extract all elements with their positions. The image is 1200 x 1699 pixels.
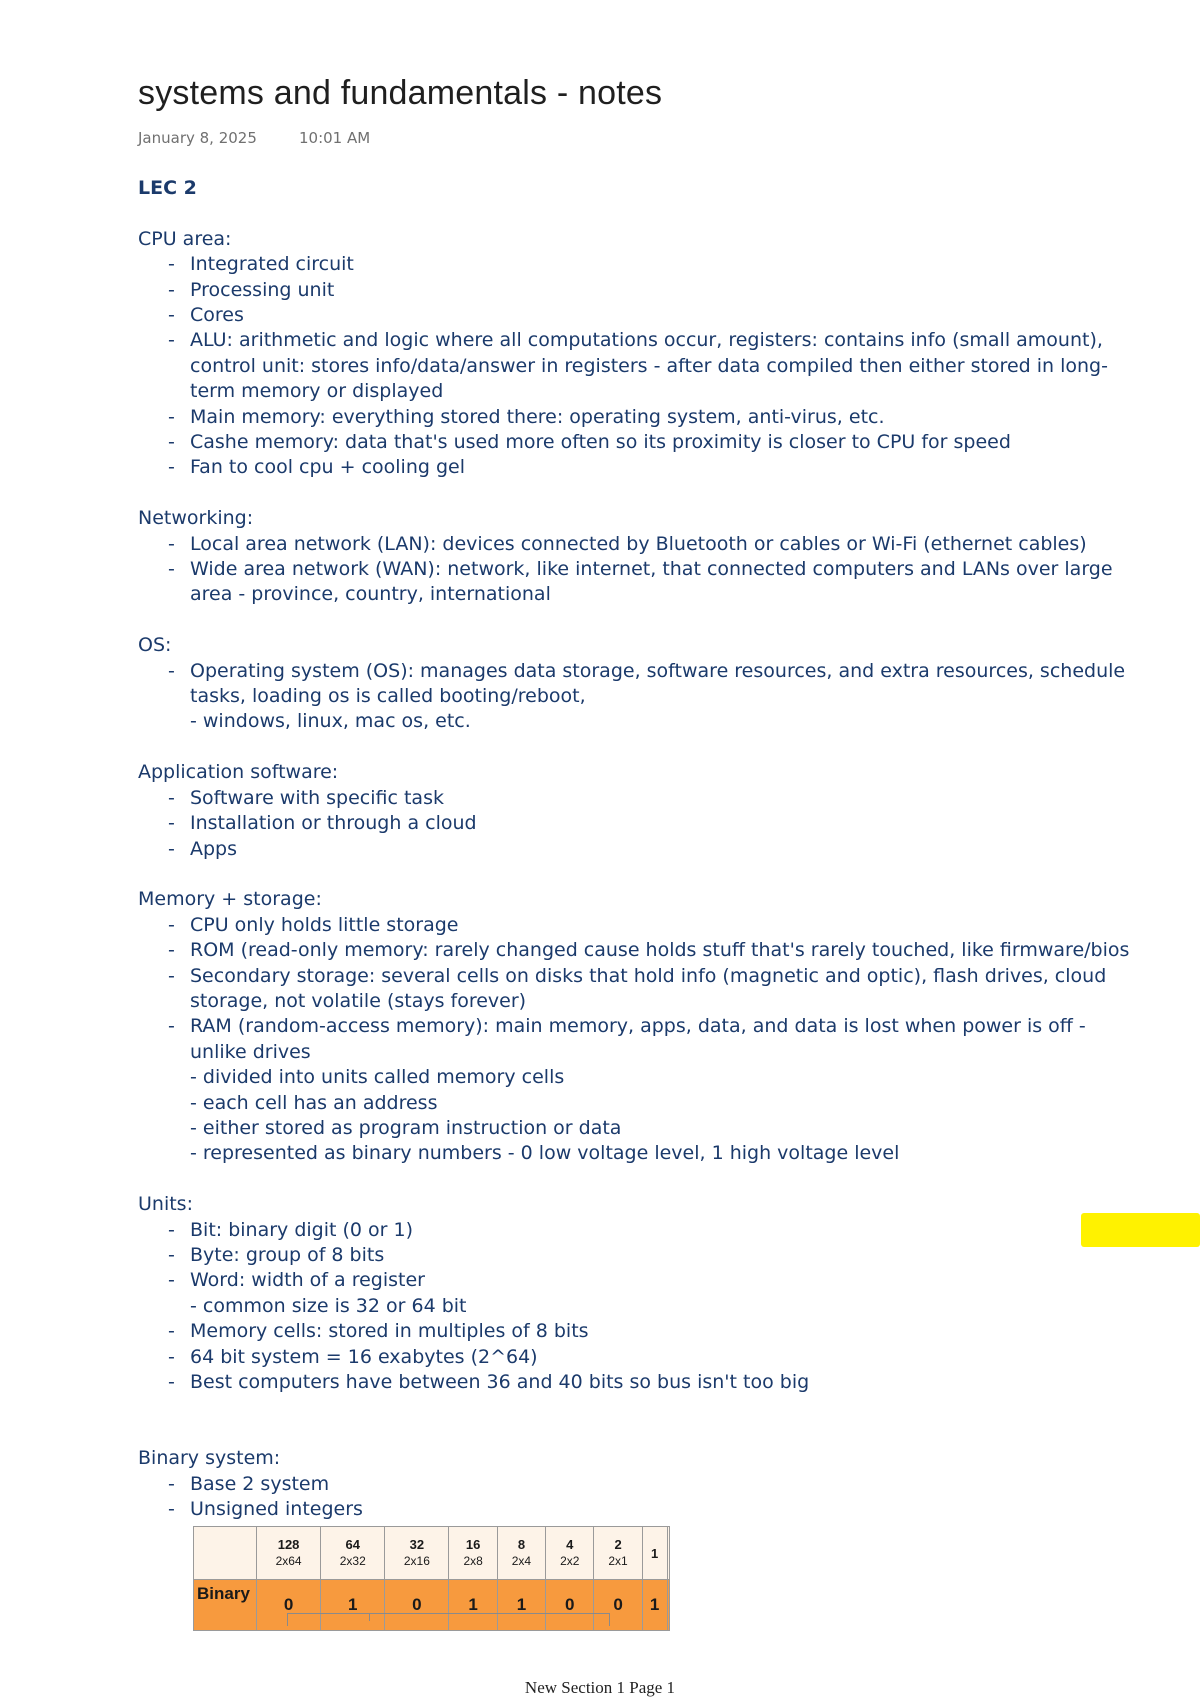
- page-footer: New Section 1 Page 1: [524, 1678, 676, 1697]
- bit-cell: 1: [321, 1580, 385, 1631]
- sub-item: - each cell has an address: [190, 1091, 438, 1114]
- list-item: [138, 1268, 1148, 1319]
- spacer: [138, 1421, 1148, 1446]
- list-item: - Fan to cool cpu + cooling gel: [138, 455, 1148, 480]
- list-item: - Installation or through a cloud: [138, 811, 1148, 836]
- sub-item: - divided into units called memory cells: [190, 1066, 565, 1089]
- list-item: - Apps: [138, 837, 1148, 862]
- list-item-text: Operating system (OS): manages data storage, software resources, and extra resources, schedule tasks, loading os is called booting/reboot,: [190, 659, 1126, 708]
- list-item: - Byte: group of 8 bits: [138, 1243, 1148, 1268]
- section-heading: Networking:: [138, 507, 254, 530]
- list-item: - Software with specific task: [138, 786, 1148, 811]
- notes-body: [138, 176, 1148, 1548]
- bit-cell: 0: [257, 1580, 321, 1631]
- bit-cell: 0: [546, 1580, 594, 1631]
- table-corner-cell: [194, 1527, 257, 1580]
- list-item: - Processing unit: [138, 278, 1148, 303]
- list-item: [138, 1014, 1148, 1166]
- table-cell: 2 2x1: [594, 1527, 642, 1580]
- section-heading: Binary system:: [138, 1447, 281, 1470]
- section-os: [138, 633, 1148, 735]
- sub-item: - represented as binary numbers - 0 low voltage level, 1 high voltage level: [190, 1142, 900, 1165]
- section-heading: Units:: [138, 1193, 193, 1216]
- list-item: - Main memory: everything stored there: operating system, anti-virus, etc.: [138, 405, 1148, 430]
- list-item: - Unsigned integers: [138, 1497, 1148, 1522]
- table-cell: 1: [642, 1527, 667, 1580]
- row-label: Binary: [194, 1580, 257, 1631]
- table-cell: 64 2x32: [321, 1527, 385, 1580]
- list-item-text: Word: width of a register: [190, 1269, 425, 1292]
- list-item: - CPU only holds little storage: [138, 913, 1148, 938]
- section-cpu: [138, 227, 1148, 481]
- table-cell: 8 2x4: [497, 1527, 545, 1580]
- lecture-heading: LEC 2: [138, 177, 197, 199]
- section-binary: [138, 1446, 1148, 1522]
- table-cell: 32 2x16: [385, 1527, 449, 1580]
- section-networking: [138, 506, 1148, 608]
- section-heading: Memory + storage:: [138, 888, 322, 911]
- table-cell: [667, 1527, 669, 1580]
- list-item-text: RAM (random-access memory): main memory, apps, data, and data is lost when power is off - unlike drives: [190, 1015, 1086, 1063]
- table-brace: [287, 1613, 610, 1626]
- list-item: - Local area network (LAN): devices connected by Bluetooth or cables or Wi-Fi (ethernet cables): [138, 532, 1148, 557]
- section-units: [138, 1192, 1148, 1395]
- list-item: - Base 2 system: [138, 1472, 1148, 1497]
- table-row: [194, 1527, 670, 1580]
- section-heading: OS:: [138, 634, 172, 657]
- bit-cell: 1: [642, 1580, 667, 1631]
- bit-cell: 0: [385, 1580, 449, 1631]
- list-item: - Memory cells: stored in multiples of 8 bits: [138, 1319, 1148, 1344]
- table-cell: 128 2x64: [257, 1527, 321, 1580]
- page-title: systems and fundamentals - notes: [138, 74, 663, 112]
- sub-item: - either stored as program instruction or data: [190, 1116, 622, 1139]
- bit-cell: 1: [449, 1580, 497, 1631]
- list-item: - Cashe memory: data that's used more often so its proximity is closer to CPU for speed: [138, 430, 1148, 455]
- list-item: - Bit: binary digit (0 or 1): [138, 1218, 1148, 1243]
- list-item: - ALU: arithmetic and logic where all computations occur, registers: contains info (small amount), control unit: stores info/data/answer in registers - after data compiled then either stored in long-term memory or displayed: [138, 328, 1148, 404]
- list-item: - Integrated circuit: [138, 252, 1148, 277]
- list-item: - Best computers have between 36 and 40 bits so bus isn't too big: [138, 1370, 1148, 1395]
- sub-item: - common size is 32 or 64 bit: [190, 1294, 467, 1317]
- section-heading: Application software:: [138, 761, 339, 784]
- list-item: - Cores: [138, 303, 1148, 328]
- bit-cell: 1: [497, 1580, 545, 1631]
- list-item: - 64 bit system = 16 exabytes (2^64): [138, 1345, 1148, 1370]
- sub-item: - windows, linux, mac os, etc.: [190, 710, 471, 733]
- section-apps: [138, 760, 1148, 862]
- table-cell: 4 2x2: [546, 1527, 594, 1580]
- list-item: - ROM (read-only memory: rarely changed cause holds stuff that's rarely touched, like firmware/bios: [138, 938, 1148, 963]
- highlight-mark: [1081, 1213, 1200, 1247]
- note-time: 10:01 AM: [299, 129, 371, 147]
- list-item: [138, 659, 1148, 735]
- bit-cell: [667, 1580, 669, 1631]
- table-brace-tick: [369, 1613, 370, 1621]
- section-memory: [138, 887, 1148, 1166]
- list-item: - Secondary storage: several cells on disks that hold info (magnetic and optic), flash drives, cloud storage, not volatile (stays forever): [138, 964, 1148, 1015]
- table-cell: 16 2x8: [449, 1527, 497, 1580]
- section-heading: CPU area:: [138, 227, 232, 250]
- list-item: - Wide area network (WAN): network, like internet, that connected computers and LANs over large area - province, country, international: [138, 557, 1148, 608]
- note-date: January 8, 2025: [138, 129, 257, 147]
- bit-cell: 0: [594, 1580, 642, 1631]
